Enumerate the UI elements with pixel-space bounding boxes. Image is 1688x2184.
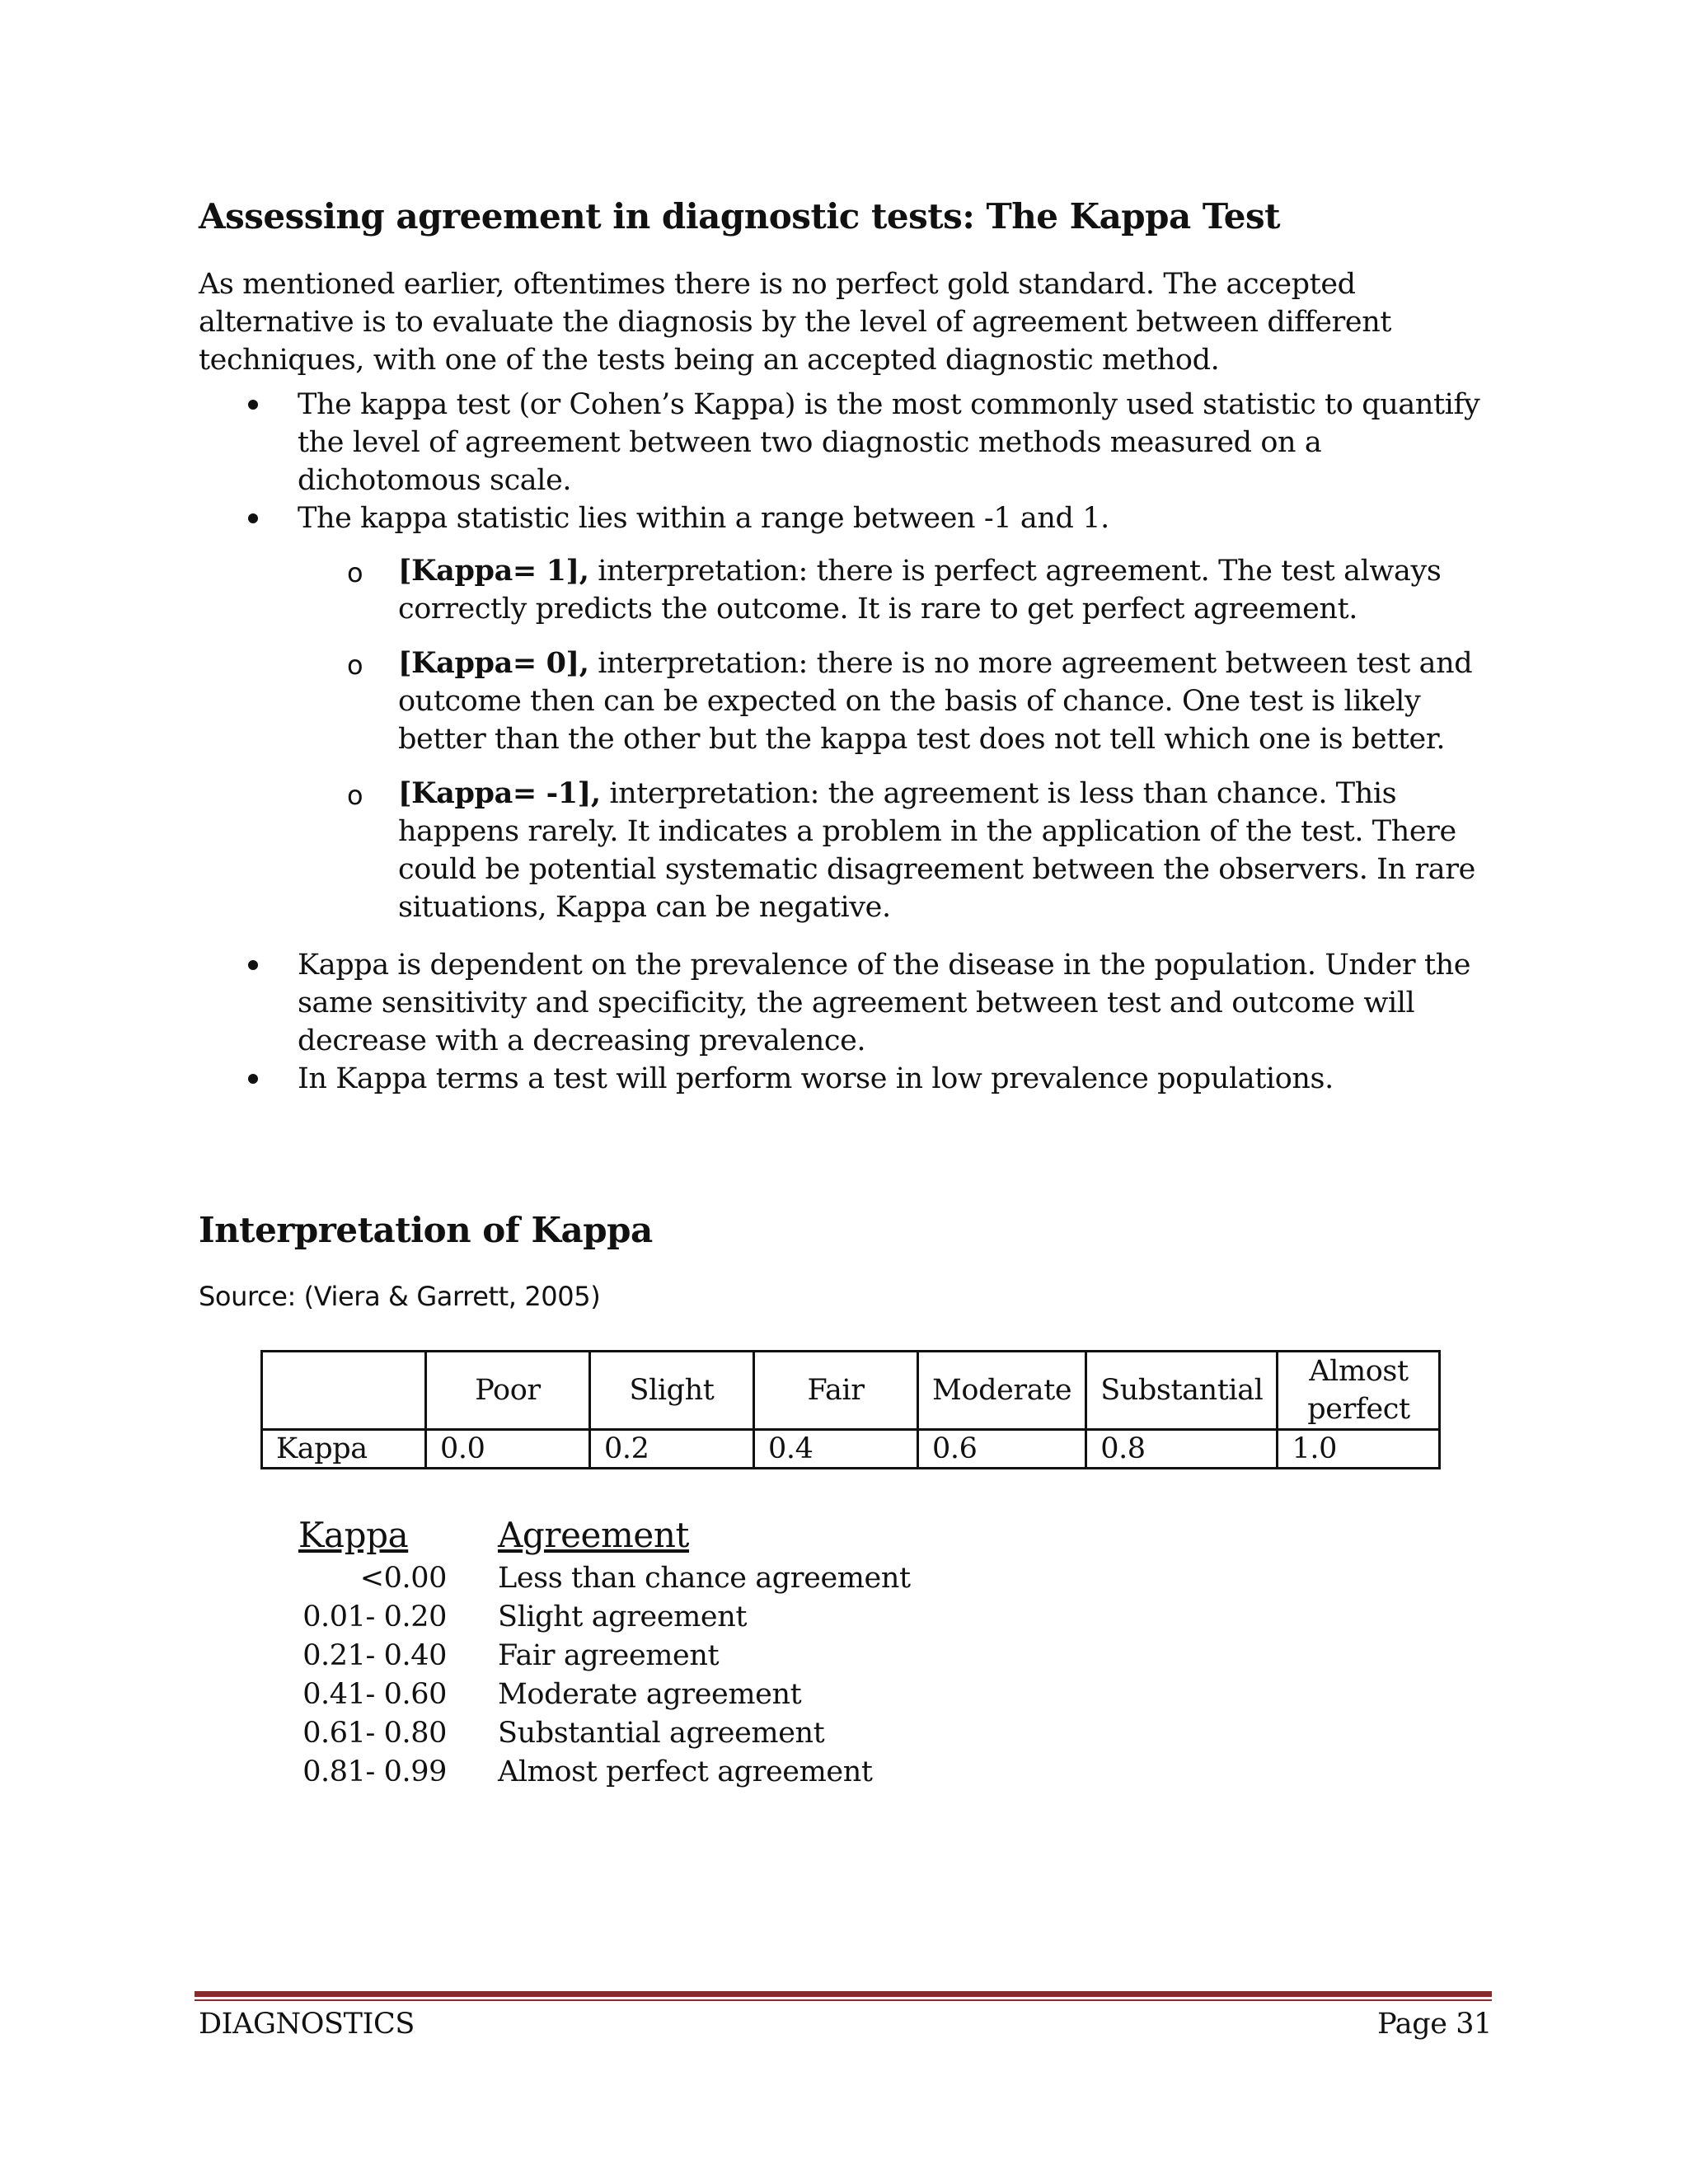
- reference-row: [298, 1559, 911, 1598]
- sub-bullet-text: interpretation: there is perfect agreement. The test always correctly predicts the outcome. It is rare to get perfect agreement.: [398, 555, 1442, 626]
- table-header-cell: Fair: [754, 1352, 918, 1430]
- bullet-item: [199, 499, 1501, 926]
- table-cell: 0.8: [1086, 1430, 1278, 1469]
- reference-row: [298, 1714, 911, 1753]
- bullet-text: The kappa statistic lies within a range between -1 and 1.: [298, 502, 1109, 535]
- sub-bullet-label: [Kappa= 0],: [398, 646, 589, 680]
- reference-kappa: 0.81- 0.99: [302, 1755, 447, 1788]
- sub-bullet-item: [199, 552, 1501, 628]
- reference-agreement: Substantial agreement: [498, 1717, 825, 1750]
- bullet-text: The kappa test (or Cohen’s Kappa) is the most commonly used statistic to quantify the level of agreement between two diagnostic methods measured on a dichotomous scale.: [298, 388, 1480, 497]
- sub-bullet-item: [199, 775, 1501, 926]
- reference-kappa: 0.61- 0.80: [302, 1717, 447, 1750]
- table-cell: 0.0: [426, 1430, 590, 1469]
- table-cell: 0.2: [590, 1430, 754, 1469]
- kappa-agreement-reference: [298, 1515, 911, 1792]
- reference-row: [298, 1637, 911, 1675]
- table-cell: 0.6: [918, 1430, 1086, 1469]
- kappa-bullet-list: [199, 386, 1501, 1098]
- table-header-cell: Almost perfect: [1278, 1352, 1440, 1430]
- circle-bullet-icon: o: [347, 649, 363, 681]
- footer-rule: [195, 1991, 1492, 1997]
- reference-col-kappa-wrap: [298, 1515, 447, 1559]
- table-row: [262, 1430, 1440, 1469]
- bullet-item: [199, 1060, 1501, 1098]
- table-header-row: [262, 1352, 1440, 1430]
- reference-kappa: <0.00: [359, 1562, 447, 1595]
- table-header-cell: Moderate: [918, 1352, 1086, 1430]
- reference-header: [298, 1515, 911, 1559]
- reference-agreement: Moderate agreement: [498, 1678, 802, 1711]
- section-title-kappa-test: Assessing agreement in diagnostic tests: The Kappa Test: [199, 196, 1281, 237]
- bullet-item: [199, 386, 1501, 499]
- table-header-cell: [262, 1352, 426, 1430]
- sub-bullet-item: [199, 644, 1501, 758]
- reference-col-agreement: Agreement: [498, 1515, 690, 1555]
- table-header-cell: Poor: [426, 1352, 590, 1430]
- reference-kappa: 0.41- 0.60: [302, 1678, 447, 1711]
- sub-bullet-label: [Kappa= -1],: [398, 776, 601, 810]
- footer-page-number: Page 31: [1377, 2008, 1492, 2041]
- reference-agreement: Almost perfect agreement: [498, 1755, 873, 1788]
- kappa-grade-table: [260, 1350, 1441, 1469]
- table-row-label: Kappa: [262, 1430, 426, 1469]
- reference-agreement: Fair agreement: [498, 1639, 720, 1672]
- section-title-interpretation: Interpretation of Kappa: [199, 1210, 653, 1250]
- reference-agreement: Less than chance agreement: [498, 1562, 911, 1595]
- reference-kappa: 0.21- 0.40: [302, 1639, 447, 1672]
- table-header-cell: Slight: [590, 1352, 754, 1430]
- reference-row: [298, 1675, 911, 1714]
- table-cell: 1.0: [1278, 1430, 1440, 1469]
- bullet-item: [199, 946, 1501, 1060]
- sub-bullet-label: [Kappa= 1],: [398, 554, 589, 588]
- footer-section-name: DIAGNOSTICS: [199, 2008, 415, 2041]
- reference-row: [298, 1598, 911, 1637]
- circle-bullet-icon: o: [347, 557, 363, 588]
- table-header-cell: Substantial: [1086, 1352, 1278, 1430]
- sub-bullet-list: [199, 552, 1501, 926]
- intro-paragraph: As mentioned earlier, oftentimes there is no perfect gold standard. The accepted alternative is to evaluate the diagnosis by the level of agreement between different techniques, with one of the tests being an accepted diagnostic method.: [199, 268, 1391, 377]
- circle-bullet-icon: o: [347, 780, 363, 811]
- bullet-text: In Kappa terms a test will perform worse in low prevalence populations.: [298, 1062, 1334, 1095]
- reference-col-kappa: Kappa: [298, 1515, 409, 1555]
- sub-bullet-text: interpretation: the agreement is less than chance. This happens rarely. It indicates a problem in the application of the test. There could be potential systematic disagreement between the observers. In rare situations, Kappa can be negative.: [398, 777, 1475, 924]
- reference-agreement: Slight agreement: [498, 1601, 748, 1633]
- table-cell: 0.4: [754, 1430, 918, 1469]
- sub-bullet-text: interpretation: there is no more agreement between test and outcome then can be expected on the basis of chance. One test is likely better than the other but the kappa test does not tell which one is better.: [398, 647, 1473, 756]
- reference-kappa: 0.01- 0.20: [302, 1601, 447, 1633]
- footer-rule-thin: [195, 1999, 1492, 2001]
- source-citation: Source: (Viera & Garrett, 2005): [199, 1281, 601, 1312]
- reference-row: [298, 1753, 911, 1792]
- bullet-text: Kappa is dependent on the prevalence of the disease in the population. Under the same sensitivity and specificity, the agreement between test and outcome will decrease with a decreasing prevalence.: [298, 949, 1471, 1057]
